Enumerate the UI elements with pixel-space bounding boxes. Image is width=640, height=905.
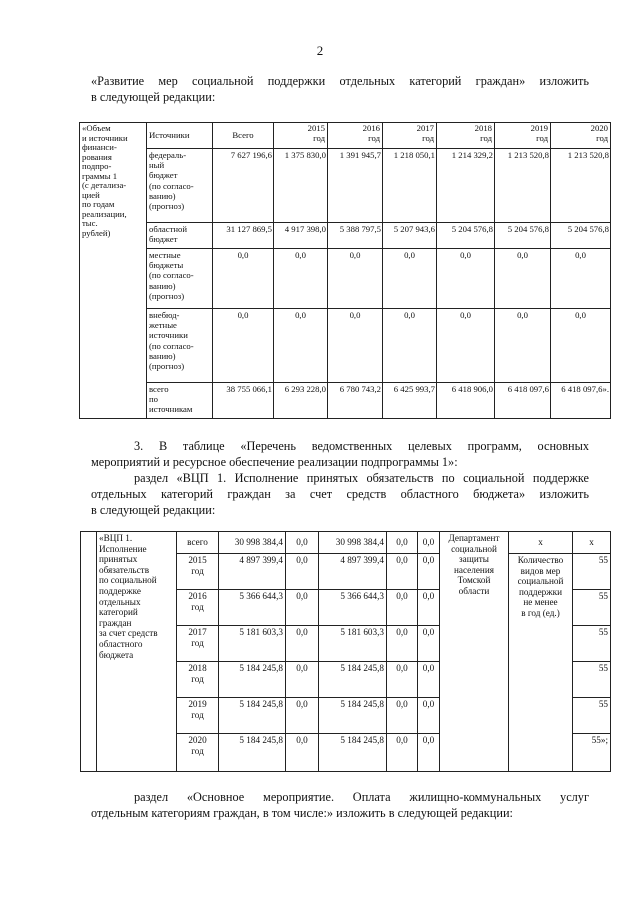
closing-line-1: раздел «Основное мероприятие. Оплата жилищно-коммунальных услуг xyxy=(134,790,589,804)
cell-total: 31 127 869,5 xyxy=(213,223,274,249)
cell-2019: 0,0 xyxy=(495,249,551,309)
cell-2017: 5 207 943,6 xyxy=(383,223,437,249)
period-cell: 2018 год xyxy=(177,662,219,698)
cell-federal: 0,0 xyxy=(286,532,319,554)
cell-extrabudgetary: 0,0 xyxy=(418,734,440,772)
cell-local: 0,0 xyxy=(387,590,418,626)
row-regional-budget xyxy=(80,223,611,249)
header-year-2020: 2020 год xyxy=(551,123,611,149)
row-local-budgets xyxy=(80,249,611,309)
header-total: Всего xyxy=(213,123,274,149)
cell-total: 5 181 603,3 xyxy=(219,626,286,662)
cell-2015: 0,0 xyxy=(274,249,328,309)
intro-line-1: «Развитие мер социальной поддержки отдельных категорий граждан» изложить xyxy=(91,74,589,88)
cell-2018: 1 214 329,2 xyxy=(437,149,495,223)
cell-total: 5 366 644,3 xyxy=(219,590,286,626)
cell-regional: 5 184 245,8 xyxy=(319,734,387,772)
cell-regional: 4 897 399,4 xyxy=(319,554,387,590)
cell-total: 5 184 245,8 xyxy=(219,662,286,698)
cell-total: 4 897 399,4 xyxy=(219,554,286,590)
cell-federal: 0,0 xyxy=(286,590,319,626)
cell-2019: 1 213 520,8 xyxy=(495,149,551,223)
cell-2018: 5 204 576,8 xyxy=(437,223,495,249)
cell-2017: 0,0 xyxy=(383,249,437,309)
period-cell: 2016 год xyxy=(177,590,219,626)
cell-2020: 1 213 520,8 xyxy=(551,149,611,223)
cell-2015: 1 375 830,0 xyxy=(274,149,328,223)
header-year-2018: 2018 год xyxy=(437,123,495,149)
cell-2019: 5 204 576,8 xyxy=(495,223,551,249)
indicator-cell: Количество видов мер социальной поддержки не менее в год (ед.) xyxy=(509,554,573,772)
cell-total: 38 755 066,1 xyxy=(213,383,274,419)
cell-2017: 0,0 xyxy=(383,309,437,383)
cell-total: 30 998 384,4 xyxy=(219,532,286,554)
cell-2015: 0,0 xyxy=(274,309,328,383)
cell-total: 7 627 196,6 xyxy=(213,149,274,223)
cell-2020: 6 418 097,6». xyxy=(551,383,611,419)
row-label: всего по источникам xyxy=(147,383,213,419)
vcp1-name-cell: «ВЦП 1. Исполнение принятых обязательств по социальной поддержке отдельных категорий граждан за счет средств областного бюджета xyxy=(97,532,177,772)
cell-regional: 5 184 245,8 xyxy=(319,662,387,698)
header-source: Источники xyxy=(147,123,213,149)
period-cell: 2017 год xyxy=(177,626,219,662)
intro-line-2: в следующей редакции: xyxy=(91,90,216,104)
para3-line-5: в следующей редакции: xyxy=(91,503,216,517)
cell-federal: 0,0 xyxy=(286,698,319,734)
cell-local: 0,0 xyxy=(387,532,418,554)
header-year-2017: 2017 год xyxy=(383,123,437,149)
cell-2019: 0,0 xyxy=(495,309,551,383)
row-label: местные бюджеты (по согласо- ванию) (прогноз) xyxy=(147,249,213,309)
cell-2016: 0,0 xyxy=(328,309,383,383)
cell-extrabudgetary: 0,0 xyxy=(418,532,440,554)
cell-federal: 0,0 xyxy=(286,734,319,772)
value-cell: 55 xyxy=(573,698,611,734)
period-cell: 2020 год xyxy=(177,734,219,772)
row-federal-budget xyxy=(80,149,611,223)
cell-2016: 6 780 743,2 xyxy=(328,383,383,419)
cell-extrabudgetary: 0,0 xyxy=(418,590,440,626)
executor-cell: Департамент социальной защиты населения Томской области xyxy=(440,532,509,772)
cell-2019: 6 418 097,6 xyxy=(495,383,551,419)
period-cell: всего xyxy=(177,532,219,554)
cell-regional: 5 184 245,8 xyxy=(319,698,387,734)
financing-side-label xyxy=(80,123,147,419)
cell-2020: 5 204 576,8 xyxy=(551,223,611,249)
cell-local: 0,0 xyxy=(387,698,418,734)
cell-2018: 0,0 xyxy=(437,249,495,309)
row-total-all-sources xyxy=(80,383,611,419)
cell-regional: 5 366 644,3 xyxy=(319,590,387,626)
cell-2017: 1 218 050,1 xyxy=(383,149,437,223)
cell-local: 0,0 xyxy=(387,626,418,662)
para3-line-4: отдельных категорий граждан за счет средств областного бюджета» изложить xyxy=(91,487,589,501)
value-cell: 55 xyxy=(573,626,611,662)
cell-total: 0,0 xyxy=(213,309,274,383)
cell-local: 0,0 xyxy=(387,554,418,590)
para3-line-1: 3. В таблице «Перечень ведомственных целевых программ, основных xyxy=(134,439,589,453)
closing-line-2: отдельным категориям граждан, в том числе:» изложить в следующей редакции: xyxy=(91,806,513,820)
para3-line-3: раздел «ВЦП 1. Исполнение принятых обязательств по социальной поддержке xyxy=(134,471,589,485)
cell-federal: 0,0 xyxy=(286,554,319,590)
cell-2018: 6 418 906,0 xyxy=(437,383,495,419)
page-number: 2 xyxy=(316,43,324,58)
row-label: областной бюджет xyxy=(147,223,213,249)
cell-2015: 6 293 228,0 xyxy=(274,383,328,419)
row-label: федераль- ный бюджет (по согласо- ванию) (прогноз) xyxy=(147,149,213,223)
cell-regional: 5 181 603,3 xyxy=(319,626,387,662)
cell-federal: 0,0 xyxy=(286,626,319,662)
para3-line-2: мероприятий и ресурсное обеспечение реализации подпрограммы 1»: xyxy=(91,455,458,469)
cell-2020: 0,0 xyxy=(551,249,611,309)
value-cell: 55»; xyxy=(573,734,611,772)
indicator-header-cell: х xyxy=(509,532,573,554)
cell-2018: 0,0 xyxy=(437,309,495,383)
cell-extrabudgetary: 0,0 xyxy=(418,698,440,734)
cell-2016: 1 391 945,7 xyxy=(328,149,383,223)
financing-table xyxy=(79,122,611,419)
cell-2015: 4 917 398,0 xyxy=(274,223,328,249)
vcp1-row-total xyxy=(81,532,611,554)
cell-2016: 5 388 797,5 xyxy=(328,223,383,249)
row-label: внебюд- жетные источники (по согласо- ванию) (прогноз) xyxy=(147,309,213,383)
header-year-2015: 2015 год xyxy=(274,123,328,149)
value-cell: 55 xyxy=(573,590,611,626)
header-year-2016: 2016 год xyxy=(328,123,383,149)
header-year-2019: 2019 год xyxy=(495,123,551,149)
value-cell: 55 xyxy=(573,554,611,590)
cell-extrabudgetary: 0,0 xyxy=(418,626,440,662)
cell-local: 0,0 xyxy=(387,662,418,698)
cell-total: 5 184 245,8 xyxy=(219,698,286,734)
period-cell: 2019 год xyxy=(177,698,219,734)
period-cell: 2015 год xyxy=(177,554,219,590)
side-label-lines: «Объем и источники финанси- рования подпро- граммы 1 (с детализа- цией по годам реализации, тыс. рублей) xyxy=(82,123,128,238)
value-cell: х xyxy=(573,532,611,554)
cell-extrabudgetary: 0,0 xyxy=(418,662,440,698)
value-cell: 55 xyxy=(573,662,611,698)
vcp1-number-cell xyxy=(81,532,97,772)
cell-total: 5 184 245,8 xyxy=(219,734,286,772)
cell-total: 0,0 xyxy=(213,249,274,309)
cell-2020: 0,0 xyxy=(551,309,611,383)
cell-2016: 0,0 xyxy=(328,249,383,309)
row-extrabudgetary xyxy=(80,309,611,383)
cell-extrabudgetary: 0,0 xyxy=(418,554,440,590)
cell-2017: 6 425 993,7 xyxy=(383,383,437,419)
cell-local: 0,0 xyxy=(387,734,418,772)
vcp1-table xyxy=(80,531,611,772)
cell-federal: 0,0 xyxy=(286,662,319,698)
cell-regional: 30 998 384,4 xyxy=(319,532,387,554)
